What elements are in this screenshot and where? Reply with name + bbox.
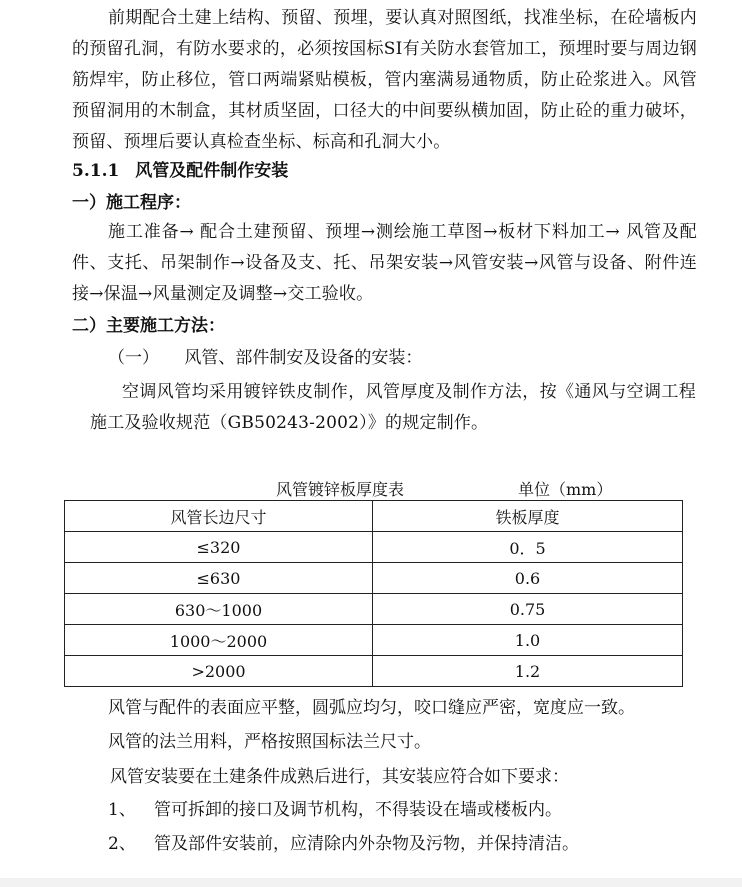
- table-cell-thickness: 1.2: [373, 656, 683, 687]
- methods-sub-number: （一）: [108, 348, 159, 368]
- table-cell-thickness: 0．5: [373, 532, 683, 563]
- table-row: [65, 532, 683, 563]
- section-title: 风管及配件制作安装: [135, 161, 289, 181]
- table-unit: 单位（mm）: [518, 480, 613, 499]
- table-row: [65, 563, 683, 594]
- after-table-line: 风管的法兰用料，严格按照国标法兰尺寸。: [108, 732, 431, 752]
- requirement-text: 管可拆卸的接口及调节机构，不得装设在墙或楼板内。: [154, 800, 562, 820]
- procedure-heading: 一）施工程序：: [72, 193, 191, 213]
- table-cell-thickness: 1.0: [373, 625, 683, 656]
- table-header-row: [65, 501, 683, 532]
- methods-heading: 二）主要施工方法：: [72, 316, 225, 336]
- procedure-text: 施工准备→ 配合土建预留、预埋→测绘施工草图→板材下料加工→ 风管及配件、支托、吊架制作→设备及支、托、吊架安装→风管安装→风管与设备、附件连接→保温→风量测定及调整→交工验收。: [72, 222, 697, 304]
- table-header-cell: 风管长边尺寸: [65, 501, 373, 532]
- table-cell-size: 630～1000: [65, 594, 373, 625]
- table-cell-size: 1000～2000: [65, 625, 373, 656]
- after-table-line: 风管安装要在土建条件成熟后进行，其安装应符合如下要求：: [110, 767, 569, 787]
- requirement-number: 1、: [108, 800, 136, 820]
- requirement-item: [108, 799, 562, 821]
- table-cell-size: ≤630: [65, 563, 373, 594]
- table-cell-thickness: 0.75: [373, 594, 683, 625]
- table-header-cell: 铁板厚度: [373, 501, 683, 532]
- intro-paragraph: 前期配合土建上结构、预留、预埋，要认真对照图纸，找准坐标，在砼墙板内的预留孔洞，有防水要求的，必须按国标SI有关防水套管加工，预埋时要与周边钢筋焊牢，防止移位，管口两端紧贴模板，管内塞满易通物质，防止砼浆进入。风管预留洞用的木制盒，其材质坚固，口径大的中间要纵横加固，防止砼的重力破坏，预留、预埋后要认真检查坐标、标高和孔洞大小。: [72, 8, 697, 152]
- table-cell-thickness: 0.6: [373, 563, 683, 594]
- requirement-item: [108, 833, 579, 855]
- table-caption: 风管镀锌板厚度表: [276, 480, 405, 499]
- thickness-table: [64, 500, 683, 687]
- methods-text: 空调风管均采用镀锌铁皮制作，风管厚度及制作方法，按《通风与空调工程施工及验收规范（GB50243-2002）》的规定制作。: [90, 382, 696, 433]
- section-heading: [72, 160, 288, 182]
- section-number: 5.1.1: [72, 161, 120, 181]
- requirement-text: 管及部件安装前，应清除内外杂物及污物，并保持清洁。: [154, 834, 579, 854]
- methods-sub-title: 风管、部件制安及设备的安装：: [184, 348, 423, 368]
- table-cell-size: >2000: [65, 656, 373, 687]
- table-row: [65, 625, 683, 656]
- page-bottom-band: [0, 878, 742, 887]
- table-row: [65, 656, 683, 687]
- table-cell-size: ≤320: [65, 532, 373, 563]
- after-table-line: 风管与配件的表面应平整，圆弧应均匀，咬口缝应严密，宽度应一致。: [108, 698, 635, 718]
- methods-subheading: [108, 347, 422, 369]
- requirement-number: 2、: [108, 834, 136, 854]
- table-row: [65, 594, 683, 625]
